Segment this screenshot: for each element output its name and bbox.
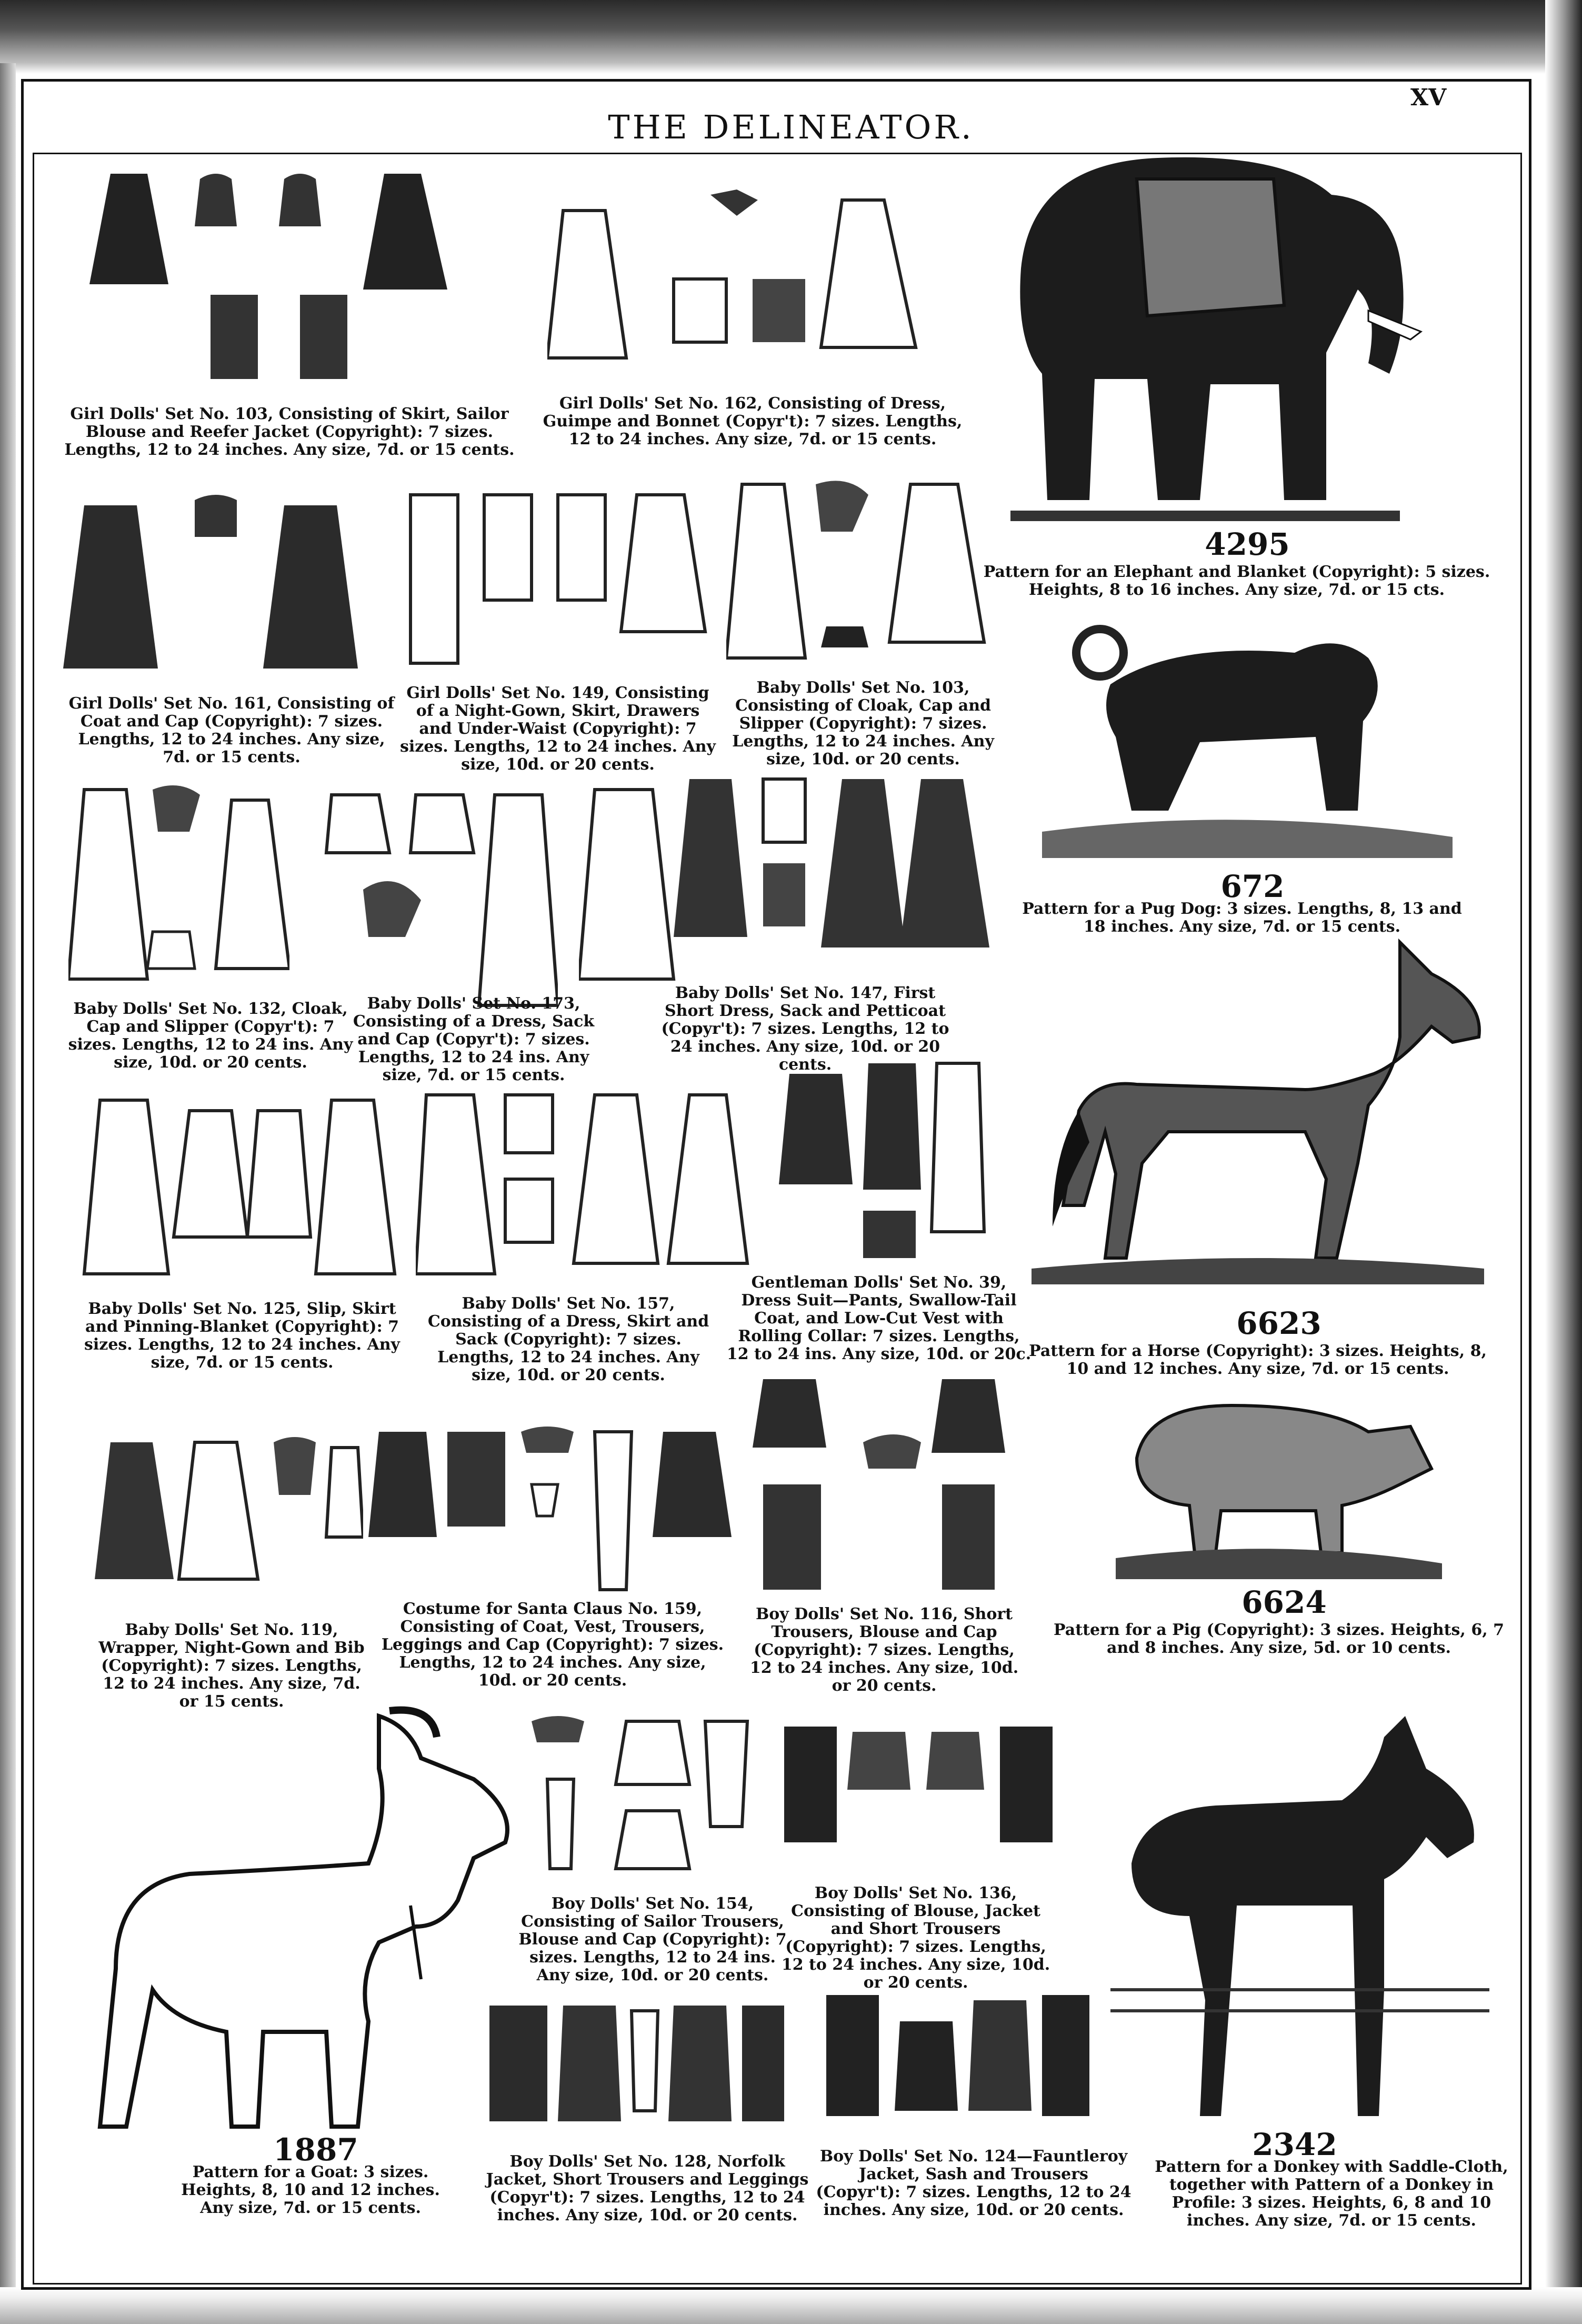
goat-pattern-caption: Pattern for a Goat: 3 sizes. Heights, 8, 10 and 12 inches. Any size, 7d. or 15 cents. xyxy=(181,2163,440,2217)
boy-doll-set-116-caption: Boy Dolls' Set No. 116, Short Trousers, Blouse and Cap (Copyright): 7 sizes. Lengths, 12 to 24 inches. Any size, 10d. or 20 cents. xyxy=(749,1605,1019,1695)
boy-doll-set-128-illustration xyxy=(484,2000,789,2127)
girl-doll-set-103-illustration xyxy=(79,163,489,395)
girl-doll-set-162-illustration xyxy=(547,179,947,379)
baby-doll-set-132-caption: Baby Dolls' Set No. 132, Cloak, Cap and Slipper (Copyr't): 7 sizes. Lengths, 12 to 24 ins. Any size, 10d. or 20 cents. xyxy=(68,1000,353,1072)
horse-pattern-number: 6623 xyxy=(1236,1305,1321,1341)
horse-pattern-caption: Pattern for a Horse (Copyright): 3 sizes. Heights, 8, 10 and 12 inches. Any size, 7d. or 15 cents. xyxy=(1029,1342,1487,1378)
girl-doll-set-161-illustration xyxy=(63,490,389,679)
scan-top-edge xyxy=(0,0,1582,74)
pig-illustration xyxy=(1116,1395,1442,1584)
boy-doll-set-136-illustration xyxy=(779,1721,1063,1848)
pug-dog-illustration xyxy=(1042,621,1453,869)
girl-doll-set-162-caption: Girl Dolls' Set No. 162, Consisting of Dress, Guimpe and Bonnet (Copyr't): 7 sizes. Lengths, 12 to 24 inches. Any size, 7d. or 15 cents. xyxy=(543,394,963,448)
girl-doll-set-161-caption: Girl Dolls' Set No. 161, Consisting of Coat and Cap (Copyright): 7 sizes. Lengths, 12 to 24 inches. Any size, 7d. or 15 cents. xyxy=(68,694,395,766)
baby-doll-set-173-caption: Baby Dolls' Set No. 173, Consisting of a Dress, Sack and Cap (Copyr't): 7 sizes. Lengths, 12 to 24 ins. Any size, 7d. or 15 cents. xyxy=(353,994,595,1084)
elephant-illustration xyxy=(989,132,1474,542)
baby-doll-set-125-caption: Baby Dolls' Set No. 125, Slip, Skirt and Pinning-Blanket (Copyright): 7 sizes. Lengths, 12 to 24 inches. Any size, 7d. or 15 cents. xyxy=(84,1300,400,1372)
baby-doll-set-103-caption: Baby Dolls' Set No. 103, Consisting of Cloak, Cap and Slipper (Copyright): 7 sizes. Lengths, 12 to 24 inches. Any size, 10d. or 20 cents. xyxy=(732,679,994,769)
baby-doll-set-147-illustration xyxy=(579,769,1000,990)
gentleman-doll-set-39-caption: Gentleman Dolls' Set No. 39, Dress Suit—Pants, Swallow-Tail Coat, and Low-Cut Vest with Rolling Collar: 7 sizes. Lengths, 12 to 24 ins. Any size, 10d. or 20c. xyxy=(726,1273,1032,1363)
girl-doll-set-149-illustration xyxy=(400,484,726,679)
santa-claus-costume-159-illustration xyxy=(368,1421,747,1600)
gentleman-doll-set-39-illustration xyxy=(779,1053,1010,1263)
boy-doll-set-128-caption: Boy Dolls' Set No. 128, Norfolk Jacket, Short Trousers and Leggings (Copyr't): 7 sizes. Lengths, 12 to 24 inches. Any size, 10d. or 20 cents. xyxy=(486,2152,809,2225)
boy-doll-set-154-illustration xyxy=(521,1711,774,1884)
girl-doll-set-149-caption: Girl Dolls' Set No. 149, Consisting of a Night-Gown, Skirt, Drawers and Under-Waist (Copyright): 7 sizes. Lengths, 12 to 24 inches. Any size, 10d. or 20 cents. xyxy=(400,684,716,774)
baby-doll-set-119-caption: Baby Dolls' Set No. 119, Wrapper, Night-Gown and Bib (Copyright): 7 sizes. Lengths, 12 to 24 inches. Any size, 7d. or 15 cents. xyxy=(98,1621,365,1711)
scan-left-edge xyxy=(0,63,16,2324)
boy-doll-set-124-illustration xyxy=(821,1990,1095,2127)
donkey-pattern-caption: Pattern for a Donkey with Saddle-Cloth, together with Pattern of a Donkey in Profile: 3 sizes. Heights, 6, 8 and 10 inches. Any size, 7d. or 15 cents. xyxy=(1155,2158,1508,2230)
goat-illustration xyxy=(95,1705,526,2137)
elephant-pattern-number: 4295 xyxy=(1205,526,1290,562)
baby-doll-set-119-illustration xyxy=(89,1432,363,1590)
scan-bottom-edge xyxy=(0,2287,1582,2324)
pig-pattern-number: 6624 xyxy=(1241,1584,1327,1620)
donkey-pattern-number: 2342 xyxy=(1252,2127,1337,2162)
pug-dog-pattern-number: 672 xyxy=(1220,869,1285,904)
baby-doll-set-157-caption: Baby Dolls' Set No. 157, Consisting of a Dress, Skirt and Sack (Copyright): 7 sizes. Lengths, 12 to 24 inches. Any size, 10d. or 20 cents. xyxy=(427,1294,709,1384)
baby-doll-set-132-illustration xyxy=(68,779,289,1000)
baby-doll-set-147-caption: Baby Dolls' Set No. 147, First Short Dress, Sack and Petticoat (Copyr't): 7 sizes. Lengths, 12 to 24 inches. Any size, 10d. or 20 cents. xyxy=(661,984,949,1074)
girl-doll-set-103-caption: Girl Dolls' Set No. 103, Consisting of Skirt, Sailor Blouse and Reefer Jacket (Copyright): 7 sizes. Lengths, 12 to 24 inches. Any size, 7d. or 15 cents. xyxy=(64,405,515,459)
page-title: THE DELINEATOR. xyxy=(608,108,974,146)
baby-doll-set-157-illustration xyxy=(416,1084,753,1284)
goat-pattern-number: 1887 xyxy=(273,2132,358,2168)
pug-dog-pattern-caption: Pattern for a Pug Dog: 3 sizes. Lengths, 8, 13 and 18 inches. Any size, 7d. or 15 cents. xyxy=(1022,900,1462,936)
baby-doll-set-125-illustration xyxy=(79,1090,405,1284)
baby-doll-set-103-illustration xyxy=(726,474,1000,674)
pig-pattern-caption: Pattern for a Pig (Copyright): 3 sizes. Heights, 6, 7 and 8 inches. Any size, 5d. or 10 cents. xyxy=(1054,1621,1504,1657)
donkey-illustration xyxy=(1110,1705,1489,2127)
baby-doll-set-173-illustration xyxy=(316,784,558,1016)
boy-doll-set-136-caption: Boy Dolls' Set No. 136, Consisting of Blouse, Jacket and Short Trousers (Copyright): 7 sizes. Lengths, 12 to 24 inches. Any size, 10d. or 20 cents. xyxy=(781,1884,1050,1992)
boy-doll-set-124-caption: Boy Dolls' Set No. 124—Fauntleroy Jacket, Sash and Trousers (Copyr't): 7 sizes. Lengths, 12 to 24 inches. Any size, 10d. or 20 cents. xyxy=(816,2147,1132,2219)
santa-claus-costume-159-caption: Costume for Santa Claus No. 159, Consisting of Coat, Vest, Trousers, Leggings and Cap (Copyright): 7 sizes. Lengths, 12 to 24 inches. Any size, 10d. or 20 cents. xyxy=(381,1600,724,1690)
boy-doll-set-154-caption: Boy Dolls' Set No. 154, Consisting of Sailor Trousers, Blouse and Cap (Copyright): 7 sizes. Lengths, 12 to 24 ins. Any size, 10d. or 20 cents. xyxy=(518,1894,787,1984)
elephant-pattern-caption: Pattern for an Elephant and Blanket (Copyright): 5 sizes. Heights, 8 to 16 inches. Any size, 7d. or 15 cts. xyxy=(983,563,1490,599)
scan-right-edge xyxy=(1545,0,1582,2324)
page-number: XV xyxy=(1410,84,1447,111)
boy-doll-set-116-illustration xyxy=(753,1369,1016,1600)
horse-illustration xyxy=(1032,932,1484,1290)
